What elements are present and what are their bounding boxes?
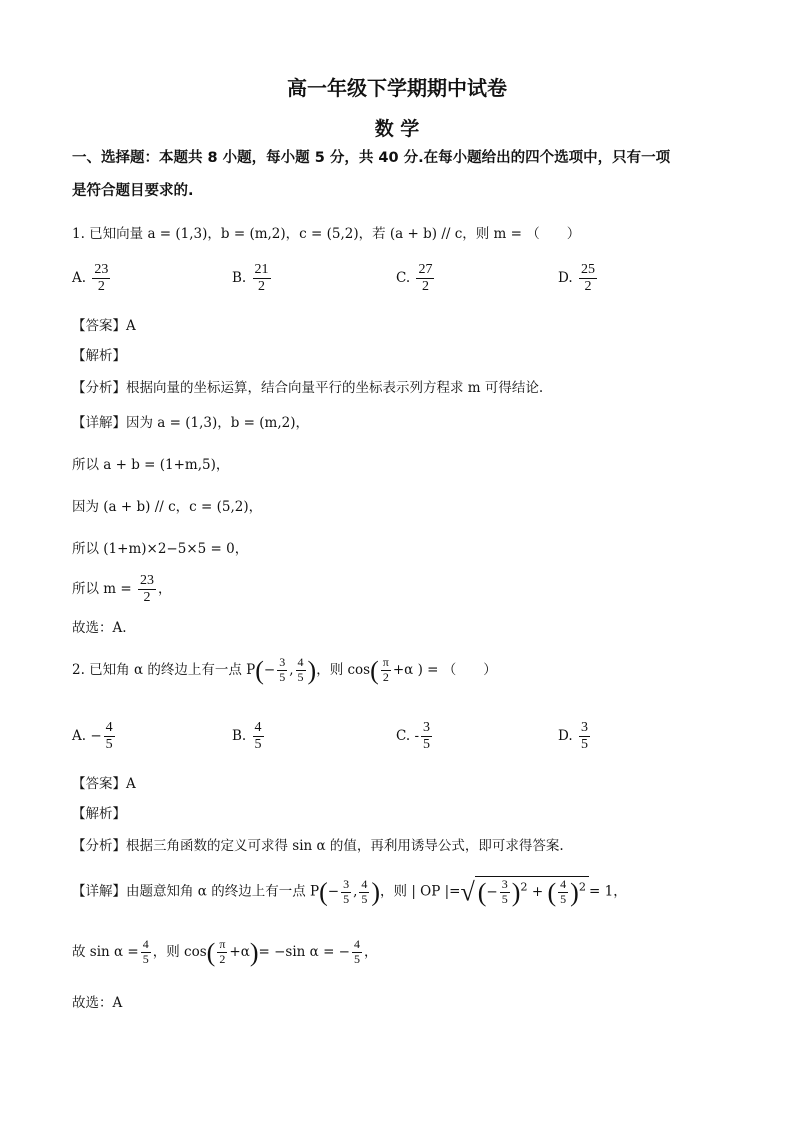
option-numerator: 3 [421, 720, 432, 737]
sin-denominator: 5 [142, 952, 149, 967]
option-numerator: 27 [416, 262, 434, 279]
q1-option-a [72, 262, 112, 295]
result-numerator: 4 [353, 937, 360, 952]
q1-detail-2: 所以 a + b = (1+m,5)， [72, 457, 230, 473]
q2-detail-1: 【详解】由题意知角 α 的终边上有一点 P(− $\frac{3}{5}$ , $\frac{4}{5}$ )，则 | OP |=√ (− $\frac{3}{5}$ )$^2$ + ( $\frac{4}{5}$ )$^2$ = 1， [72, 876, 627, 907]
sqrt-y-denominator: 5 [560, 892, 567, 907]
stem-text: ，则 cos [316, 662, 371, 679]
section-instruction-line2: 是符合题目要求的. [72, 183, 194, 199]
subject-title: 数 学 [374, 118, 420, 140]
q1-conclusion: 故选：A. [72, 620, 127, 636]
option-letter: A. [72, 728, 87, 745]
detail-text: = −sin α = − [258, 944, 350, 961]
p-x-denominator: 5 [343, 891, 350, 906]
two: 2 [382, 670, 389, 685]
sqrt-body: (− $\frac{3}{5}$ )$^2$ + ( $\frac{4}{5}$ )$^2$ [475, 876, 589, 908]
sin-numerator: 4 [142, 937, 149, 952]
q2-fenxi: 【分析】根据三角函数的定义可求得 sin α 的值，再利用诱导公式，即可求得答案. [72, 838, 564, 854]
square-exponent: 2 [578, 880, 586, 894]
q1-fenxi: 【分析】根据向量的坐标运算，结合向量平行的坐标表示列方程求 m 可得结论. [72, 380, 544, 396]
p-y-denominator: 5 [297, 670, 304, 685]
detail-text: ，则 | OP |= [380, 883, 461, 900]
q1-option-c [396, 262, 436, 295]
fraction-numerator: 23 [138, 573, 156, 590]
option-numerator: 3 [579, 720, 590, 737]
detail-text: 【详解】由题意知角 α 的终边上有一点 P [72, 883, 320, 900]
option-numerator: 4 [253, 720, 264, 737]
pi-symbol: π [219, 937, 226, 952]
result-denominator: 5 [353, 952, 360, 967]
option-letter: D. [558, 728, 573, 745]
q2-stem: 2. 已知角 α 的终边上有一点 P(− $\frac{3}{5}$ , $\frac{4}{5}$ )，则 cos( $\frac{\pi}{2}$ +α ) = （ ） [72, 655, 497, 685]
section-instruction-line1: 一、选择题：本题共 8 小题，每小题 5 分，共 40 分.在每小题给出的四个选项中，只有一项 [72, 150, 671, 166]
q2-option-c [396, 720, 434, 753]
stem-text: +α ) = （ ） [392, 662, 497, 679]
option-numerator: 25 [579, 262, 597, 279]
option-letter: D. [558, 270, 573, 287]
q1-detail-5 [72, 573, 172, 606]
option-letter: B. [232, 728, 247, 745]
option-letter: C. [396, 728, 411, 745]
p-y-denominator: 5 [361, 891, 368, 906]
option-denominator: 2 [97, 279, 105, 295]
detail-suffix: ， [158, 581, 172, 598]
detail-text: ，则 cos [152, 944, 207, 961]
p-x-denominator: 5 [279, 670, 286, 685]
q2-option-d [558, 720, 592, 753]
q1-answer: 【答案】A [72, 318, 136, 334]
q2-answer: 【答案】A [72, 776, 136, 792]
q1-option-d [558, 262, 599, 295]
fraction-denominator: 2 [143, 590, 151, 606]
detail-text: ， [363, 944, 378, 961]
option-denominator: 2 [584, 279, 592, 295]
q1-option-b [232, 262, 273, 295]
q2-option-a [72, 720, 117, 753]
page-title: 高一年级下学期期中试卷 [287, 76, 507, 100]
q2-detail-2: 故 sin α = $\frac{4}{5}$ ，则 cos( $\frac{\pi}{2}$ +α)= −sin α = − $\frac{4}{5}$ ， [72, 937, 378, 967]
option-denominator: 2 [258, 279, 266, 295]
p-y-numerator: 4 [361, 876, 368, 891]
option-denominator: 5 [254, 737, 262, 753]
two: 2 [219, 952, 226, 967]
option-letter: B. [232, 270, 247, 287]
option-denominator: 2 [421, 279, 429, 295]
q2-option-b [232, 720, 266, 753]
p-x-numerator: 3 [343, 876, 350, 891]
q2-conclusion: 故选：A [72, 995, 123, 1011]
sqrt-x-denominator: 5 [501, 892, 508, 907]
q1-detail-1: 【详解】因为 a = (1,3)，b = (m,2)， [72, 415, 309, 431]
detail-text: = 1， [589, 883, 627, 900]
option-numerator: 23 [92, 262, 110, 279]
option-letter: A. [72, 270, 87, 287]
q1-detail-4: 所以 (1+m)×2−5×5 = 0， [72, 541, 249, 557]
sqrt-icon: √ [460, 877, 475, 907]
stem-text: 2. 已知角 α 的终边上有一点 P [72, 662, 256, 679]
detail-text: 故 sin α = [72, 944, 139, 961]
detail-text: 所以 m = [72, 581, 132, 598]
q1-analysis-label: 【解析】 [72, 348, 126, 364]
q2-analysis-label: 【解析】 [72, 806, 126, 822]
option-denominator: 5 [105, 737, 113, 753]
option-numerator: 4 [104, 720, 115, 737]
sqrt-y-numerator: 4 [560, 877, 567, 892]
pi-symbol: π [382, 655, 389, 670]
option-denominator: 5 [423, 737, 430, 753]
p-y-numerator: 4 [297, 655, 304, 670]
option-letter: C. [396, 270, 411, 287]
sqrt-x-numerator: 3 [501, 877, 508, 892]
option-numerator: 21 [253, 262, 271, 279]
p-x-numerator: 3 [279, 655, 286, 670]
q1-stem: 1. 已知向量 a = (1,3)，b = (m,2)，c = (5,2)，若 (a + b) // c，则 m = （ ） [72, 226, 581, 242]
option-sign: - [414, 728, 419, 745]
option-denominator: 5 [580, 737, 588, 753]
square-exponent: 2 [520, 880, 528, 894]
q1-detail-3: 因为 (a + b) // c，c = (5,2)， [72, 499, 263, 515]
option-sign: − [90, 728, 102, 745]
